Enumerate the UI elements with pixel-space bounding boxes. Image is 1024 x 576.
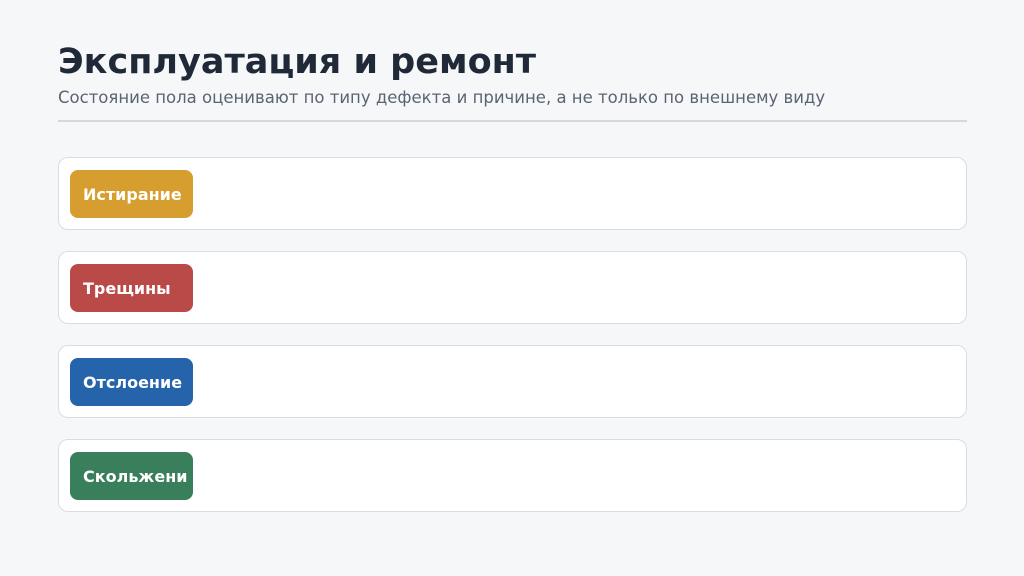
page-title: Эксплуатация и ремонт [58, 42, 537, 82]
defect-row-abrasion [58, 157, 967, 230]
defect-list [58, 157, 967, 533]
defect-row-delamination [58, 345, 967, 418]
divider [58, 120, 967, 122]
defect-badge-abrasion: Истирание [70, 170, 193, 218]
defect-badge-delamination: Отслоение [70, 358, 193, 406]
defect-badge-cracks: Трещины [70, 264, 193, 312]
defect-row-cracks [58, 251, 967, 324]
page-subtitle: Состояние пола оценивают по типу дефекта и причине, а не только по внешнему виду [58, 88, 826, 107]
slide [58, 0, 967, 576]
defect-badge-slipperiness: Скольжени [70, 452, 193, 500]
defect-row-slipperiness [58, 439, 967, 512]
